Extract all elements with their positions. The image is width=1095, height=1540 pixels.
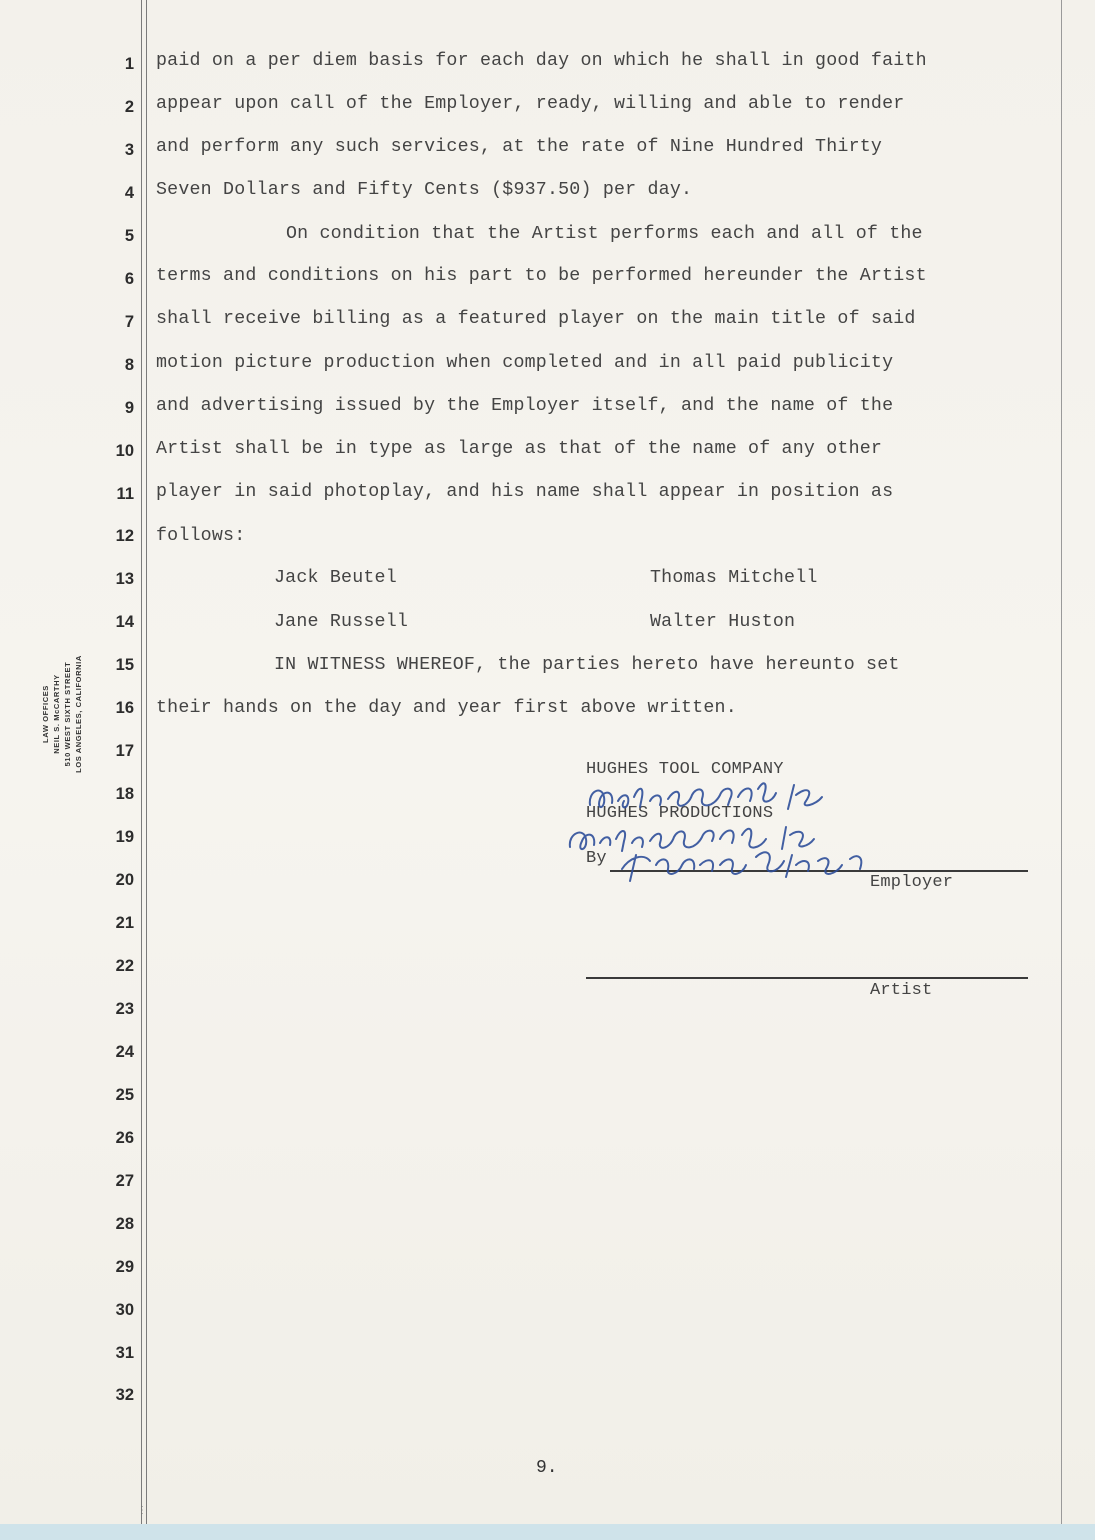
line-number: 24 xyxy=(115,1042,134,1061)
artist-label: Artist xyxy=(870,981,933,1000)
line-number: 7 xyxy=(124,312,134,331)
line-number: 1 xyxy=(124,55,134,73)
line-number: 29 xyxy=(115,1257,134,1276)
law-office-label xyxy=(40,649,84,779)
margin-rule-right xyxy=(1061,0,1062,1524)
line-number: 9 xyxy=(124,398,134,417)
line-number: 16 xyxy=(115,699,134,718)
employer-label: Employer xyxy=(870,873,954,892)
line-number: 25 xyxy=(115,1085,134,1104)
line-number: 17 xyxy=(115,742,134,761)
company-name-1: HUGHES TOOL COMPANY xyxy=(586,760,784,779)
body-line-11: player in said photoplay, and his name shall appear in position as xyxy=(156,482,894,502)
company-name-2: HUGHES PRODUCTIONS xyxy=(586,804,774,823)
body-line-3: and perform any such services, at the rate of Nine Hundred Thirty xyxy=(156,137,883,157)
line-number: 14 xyxy=(115,613,134,632)
line-number: 6 xyxy=(124,269,134,288)
page-number: 9. xyxy=(536,1458,558,1478)
line-number: 3 xyxy=(124,140,134,159)
law-office-name: NEIL S. McCARTHY xyxy=(52,674,61,754)
body-line-16: their hands on the day and year first above written. xyxy=(156,698,737,718)
body-line-8: motion picture production when completed and in all paid publicity xyxy=(156,353,894,373)
law-office-street: 510 WEST SIXTH STREET xyxy=(63,661,72,767)
billing-left-2: Jane Russell xyxy=(274,612,409,632)
margin-rule-left xyxy=(141,0,142,1524)
law-office-city: LOS ANGELES, CALIFORNIA xyxy=(74,655,83,773)
body-line-15: IN WITNESS WHEREOF, the parties hereto have hereunto set xyxy=(274,655,900,675)
handwritten-signatures xyxy=(560,765,990,885)
line-number: 5 xyxy=(124,226,134,245)
line-number: 12 xyxy=(115,527,134,546)
line-number: 8 xyxy=(124,355,134,374)
line-number: 13 xyxy=(115,570,134,589)
line-number: 31 xyxy=(115,1343,134,1362)
body-line-9: and advertising issued by the Employer itself, and the name of the xyxy=(156,396,894,416)
line-number: 27 xyxy=(115,1171,134,1190)
line-number: 11 xyxy=(116,484,134,503)
line-number: 18 xyxy=(115,785,134,804)
line-number: 4 xyxy=(124,183,134,202)
margin-rule-left-inner xyxy=(146,0,147,1524)
line-number: 30 xyxy=(115,1300,134,1319)
line-number: 32 xyxy=(115,1386,134,1405)
body-line-2: appear upon call of the Employer, ready, willing and able to render xyxy=(156,94,905,114)
line-number: 15 xyxy=(115,656,134,675)
line-number: 21 xyxy=(115,914,134,932)
line-number: 22 xyxy=(115,956,134,975)
line-number: 26 xyxy=(115,1128,134,1147)
line-number: 28 xyxy=(115,1214,134,1233)
billing-left-1: Jack Beutel xyxy=(274,568,397,588)
billing-right-2: Walter Huston xyxy=(650,612,796,632)
line-number: 19 xyxy=(115,828,134,847)
body-line-12: follows: xyxy=(156,526,246,546)
artist-signature-line xyxy=(586,977,1028,979)
line-number: 23 xyxy=(115,999,134,1018)
law-office-line: LAW OFFICES xyxy=(41,685,50,743)
by-label: By xyxy=(586,849,607,868)
line-number: 10 xyxy=(115,441,134,460)
body-line-7: shall receive billing as a featured player on the main title of said xyxy=(156,309,916,329)
scan-edge xyxy=(0,1524,1095,1540)
margin-mark: ⋮ xyxy=(137,1506,147,1517)
line-number: 20 xyxy=(115,871,134,890)
body-line-6: terms and conditions on his part to be performed hereunder the Artist xyxy=(156,266,927,286)
body-line-5: On condition that the Artist performs each and all of the xyxy=(286,224,923,244)
body-line-4: Seven Dollars and Fifty Cents ($937.50) per day. xyxy=(156,180,693,200)
billing-right-1: Thomas Mitchell xyxy=(650,568,818,588)
body-line-1: paid on a per diem basis for each day on which he shall in good faith xyxy=(156,51,927,71)
line-number: 2 xyxy=(124,97,134,116)
body-line-10: Artist shall be in type as large as that of the name of any other xyxy=(156,439,883,459)
